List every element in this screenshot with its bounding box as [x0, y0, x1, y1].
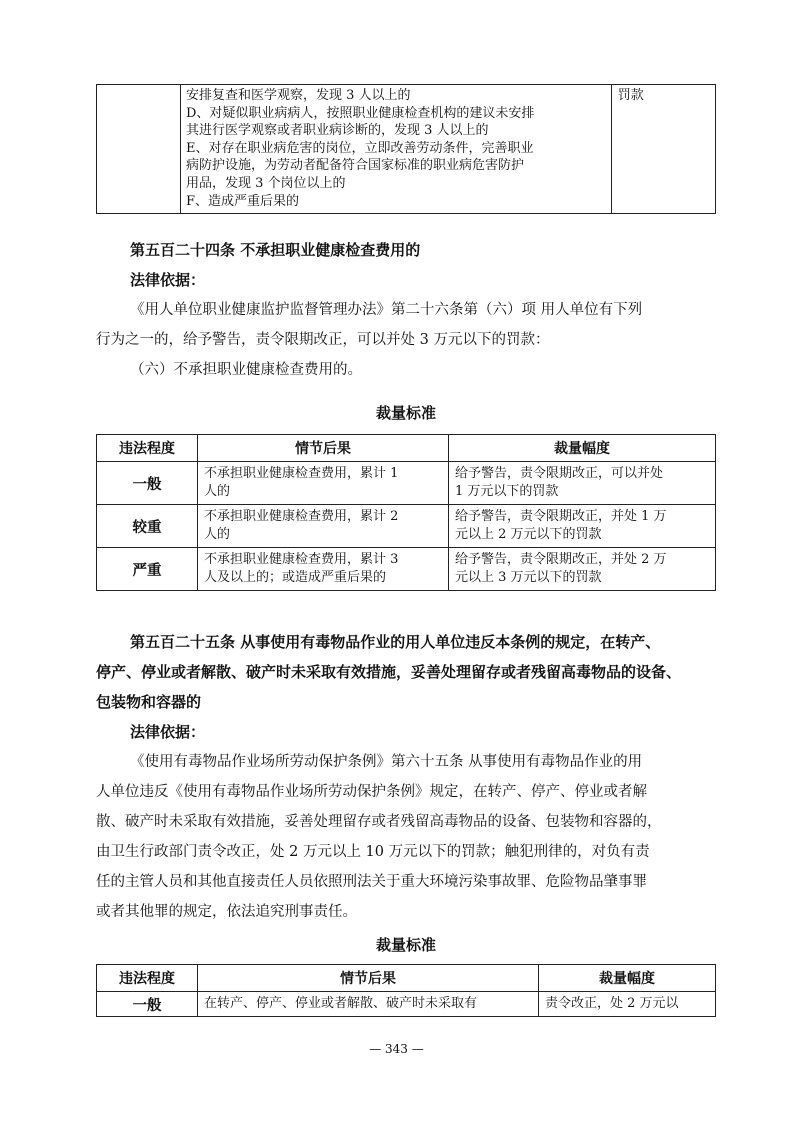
continued-standard-table	[96, 84, 716, 214]
header-circumstance: 情节后果	[198, 435, 449, 462]
header-circumstance: 情节后果	[198, 965, 539, 992]
cell-line: 1 万元以下的罚款	[455, 484, 559, 499]
article-525-paragraph-line: 《使用有毒物品作业场所劳动保护条例》第六十五条 从事使用有毒物品作业的用	[130, 754, 643, 770]
table-row	[97, 992, 716, 1017]
cell-line: 不承担职业健康检查费用，累计 1	[204, 466, 399, 481]
cell-line: 给予警告，责令限期改正，可以并处	[455, 466, 664, 481]
level-cell: 严重	[97, 548, 198, 591]
article-525-standard-table	[96, 964, 716, 1017]
cell-line: 人的	[204, 527, 231, 542]
circumstance-cell	[198, 548, 449, 591]
circumstance-line: 用品，发现 3 个岗位以上的	[186, 175, 346, 191]
penalty-cell: 罚款	[611, 85, 715, 214]
table-header-row	[97, 965, 716, 992]
article-524-standard-table	[96, 434, 716, 591]
range-cell	[449, 462, 716, 505]
article-524-paragraph-line: （六）不承担职业健康检查费用的。	[130, 362, 362, 378]
circumstance-line: 其进行医学观察或者职业病诊断的，发现 3 人以上的	[186, 123, 489, 139]
cell-line: 不承担职业健康检查费用，累计 2	[204, 509, 399, 524]
article-525-title-line: 包装物和容器的	[96, 693, 202, 711]
cell-line: 给予警告，责令限期改正，并处 1 万	[455, 509, 667, 524]
table-header-row	[97, 435, 716, 462]
circumstance-line: D、对疑似职业病病人，按照职业健康检查机构的建议未安排	[186, 105, 535, 121]
level-cell: 较重	[97, 505, 198, 548]
cell-line: 人及以上的；或造成严重后果的	[204, 570, 387, 585]
cell-line: 不承担职业健康检查费用，累计 3	[204, 552, 399, 567]
circumstance-line: 安排复查和医学观察，发现 3 人以上的	[186, 88, 411, 103]
level-cell: 一般	[97, 992, 198, 1017]
table-row	[97, 85, 716, 214]
article-525-paragraph-line: 任的主管人员和其他直接责任人员依照刑法关于重大环境污染事故罪、危险物品肇事罪	[96, 874, 647, 890]
table-row	[97, 462, 716, 505]
article-524-basis-label: 法律依据：	[130, 271, 206, 289]
article-525-standard-title: 裁量标准	[375, 936, 436, 954]
level-cell: 一般	[97, 462, 198, 505]
range-cell	[449, 505, 716, 548]
circumstance-cell	[198, 505, 449, 548]
article-525-title-line: 停产、停业或者解散、破产时未采取有效措施，妥善处理留存或者残留高毒物品的设备、	[96, 663, 682, 681]
header-degree: 违法程度	[97, 965, 198, 992]
article-525-paragraph-line: 人单位违反《使用有毒物品作业场所劳动保护条例》规定，在转产、停产、停业或者解	[96, 784, 647, 800]
cell-line: 元以上 2 万元以下的罚款	[455, 527, 602, 542]
range-cell: 责令改正，处 2 万元以	[539, 992, 716, 1017]
article-525-title-line: 第五百二十五条 从事使用有毒物品作业的用人单位违反本条例的规定，在转产、	[130, 633, 661, 651]
cell-line: 给予警告，责令限期改正，并处 2 万	[455, 552, 667, 567]
header-range: 裁量幅度	[539, 965, 716, 992]
page-number: — 343 —	[369, 1042, 424, 1056]
cell-line: 元以上 3 万元以下的罚款	[455, 570, 602, 585]
article-524-paragraph-line: 《用人单位职业健康监护监督管理办法》第二十六条第（六）项 用人单位有下列	[130, 302, 643, 318]
circumstance-line: 病防护设施，为劳动者配备符合国家标准的职业病危害防护	[186, 158, 525, 174]
circumstance-cell	[181, 85, 612, 214]
cell-line: 人的	[204, 484, 231, 499]
article-525-basis-label: 法律依据：	[130, 723, 206, 741]
article-525-paragraph-line: 散、破产时未采取有效措施，妥善处理留存或者残留高毒物品的设备、包装物和容器的，	[96, 814, 662, 830]
article-524-title: 第五百二十四条 不承担职业健康检查费用的	[130, 241, 421, 259]
circumstance-cell	[198, 462, 449, 505]
circumstance-cell: 在转产、停产、停业或者解散、破产时未采取有	[198, 992, 539, 1017]
header-degree: 违法程度	[97, 435, 198, 462]
table-row	[97, 548, 716, 591]
level-cell	[97, 85, 181, 214]
article-524-standard-title: 裁量标准	[375, 404, 436, 422]
circumstance-line: F、造成严重后果的	[186, 193, 300, 209]
circumstance-line: E、对存在职业病危害的岗位，立即改善劳动条件，完善职业	[186, 140, 534, 156]
article-525-paragraph-line: 由卫生行政部门责令改正，处 2 万元以上 10 万元以下的罚款；触犯刑律的，对负有责	[96, 844, 650, 860]
range-cell	[449, 548, 716, 591]
header-range: 裁量幅度	[449, 435, 716, 462]
table-row	[97, 505, 716, 548]
article-525-paragraph-line: 或者其他罪的规定，依法追究刑事责任。	[96, 904, 357, 920]
article-524-paragraph-line: 行为之一的，给予警告，责令限期改正，可以并处 3 万元以下的罚款：	[96, 332, 550, 348]
